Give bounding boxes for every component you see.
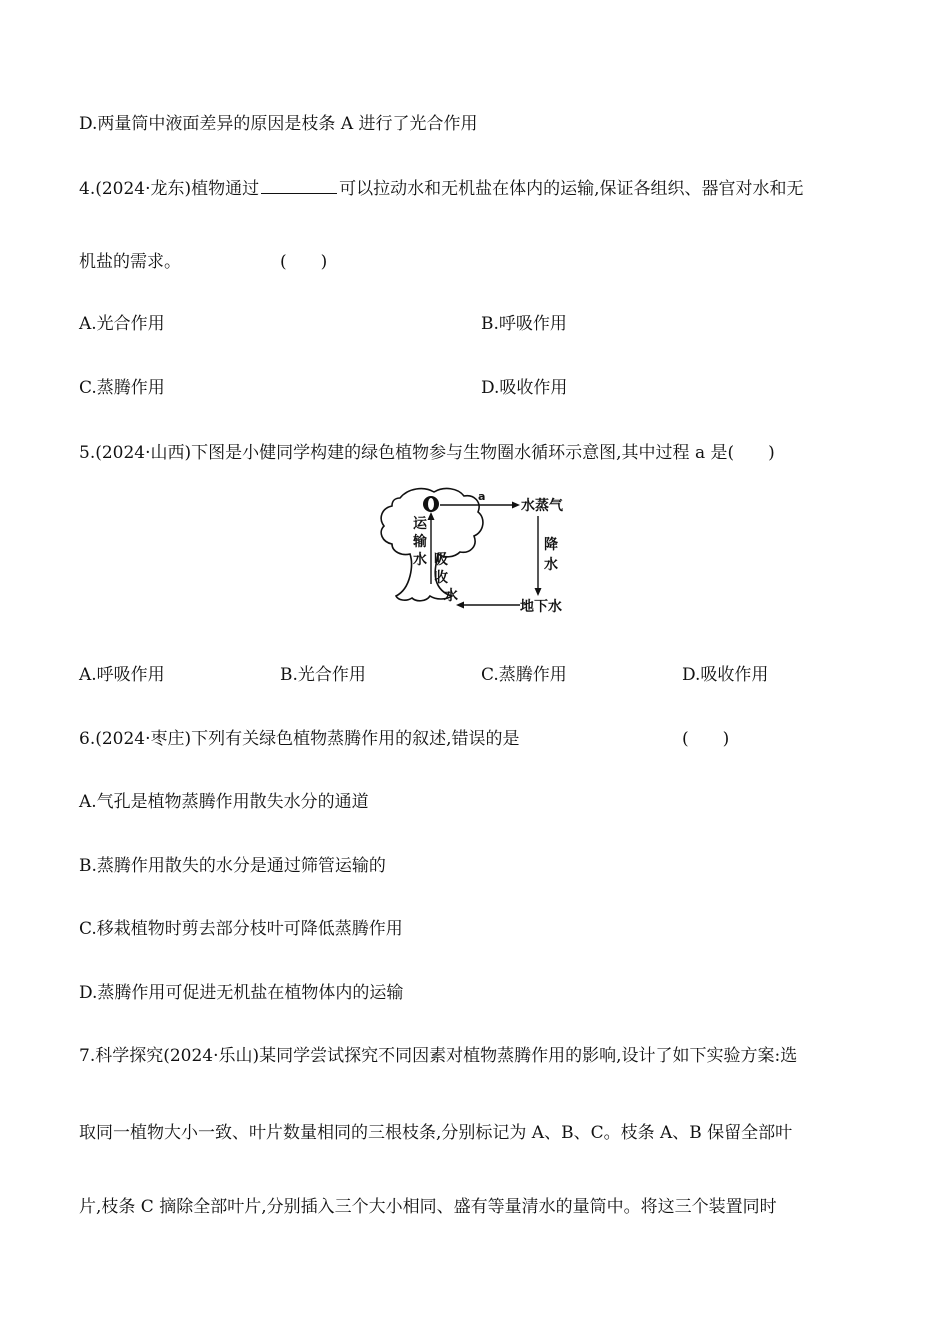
label-transport-3: 水 xyxy=(413,552,427,568)
q6-answer-paren: ( ) xyxy=(682,729,730,749)
q4-option-d: D.吸收作用 xyxy=(481,378,568,398)
q5-option-a: A.呼吸作用 xyxy=(79,665,165,685)
label-transport-1: 运 xyxy=(413,516,427,532)
q5-option-b: B.光合作用 xyxy=(280,665,366,685)
label-absorb-2: 收 xyxy=(434,570,448,586)
q4-stem-pre: 4.(2024·龙东)植物通过 xyxy=(79,179,260,199)
q3-option-d: D.两量筒中液面差异的原因是枝条 A 进行了光合作用 xyxy=(79,114,478,134)
q5-option-c: C.蒸腾作用 xyxy=(481,665,567,685)
q6-option-a: A.气孔是植物蒸腾作用散失水分的通道 xyxy=(79,792,369,812)
q7-line2: 取同一植物大小一致、叶片数量相同的三根枝条,分别标记为 A、B、C。枝条 A、B 保留全部叶 xyxy=(79,1123,793,1143)
q4-stem-post: 可以拉动水和无机盐在体内的运输,保证各组织、器官对水和无 xyxy=(339,179,804,199)
q6-stem: 6.(2024·枣庄)下列有关绿色植物蒸腾作用的叙述,错误的是 xyxy=(79,729,520,749)
q6-option-c: C.移栽植物时剪去部分枝叶可降低蒸腾作用 xyxy=(79,919,403,939)
q4-answer-paren: ( ) xyxy=(280,252,328,272)
q4-option-b: B.呼吸作用 xyxy=(481,314,567,334)
q4-stem-line1 xyxy=(79,175,804,201)
q4-blank xyxy=(261,175,337,194)
label-absorb-1: 吸 xyxy=(434,552,448,568)
label-water-vapor: 水蒸气 xyxy=(521,498,563,514)
q7-line1: 7.科学探究(2024·乐山)某同学尝试探究不同因素对植物蒸腾作用的影响,设计了如下实验方案:选 xyxy=(79,1046,798,1066)
q5-stem: 5.(2024·山西)下图是小健同学构建的绿色植物参与生物圈水循环示意图,其中过程 a 是( ) xyxy=(79,443,775,463)
label-precipitation-1: 降 xyxy=(544,537,558,553)
q6-option-b: B.蒸腾作用散失的水分是通过筛管运输的 xyxy=(79,856,386,876)
q7-line3: 片,枝条 C 摘除全部叶片,分别插入三个大小相同、盛有等量清水的量筒中。将这三个装置同时 xyxy=(79,1197,777,1217)
label-a: a xyxy=(478,490,486,503)
label-absorb-3: 水 xyxy=(444,588,458,604)
q6-option-d: D.蒸腾作用可促进无机盐在植物体内的运输 xyxy=(79,983,404,1003)
water-cycle-diagram xyxy=(374,484,580,620)
label-groundwater: 地下水 xyxy=(520,599,562,615)
label-transport-2: 输 xyxy=(413,534,427,550)
q5-option-d: D.吸收作用 xyxy=(682,665,769,685)
q4-option-a: A.光合作用 xyxy=(79,314,165,334)
q4-stem-line2: 机盐的需求。 xyxy=(79,252,181,272)
label-precipitation-2: 水 xyxy=(544,557,558,573)
q4-option-c: C.蒸腾作用 xyxy=(79,378,165,398)
